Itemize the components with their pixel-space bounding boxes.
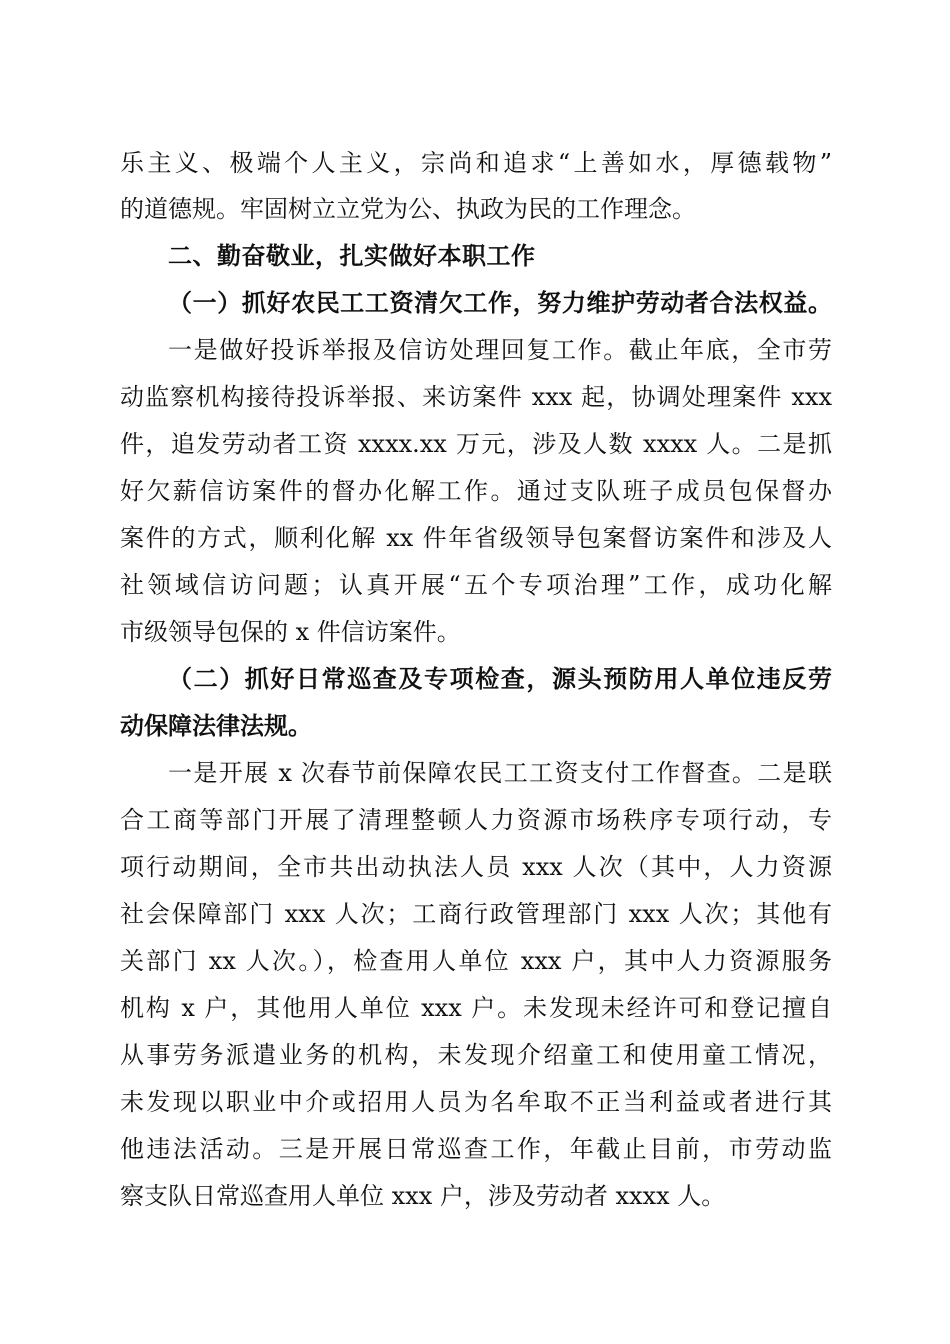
paragraph-line: 合工商等部门开展了清理整顿人力资源市场秩序专项行动，专 xyxy=(120,806,832,834)
paragraph-line: 案件的方式，顺利化解 xx 件年省级领导包案督访案件和涉及人 xyxy=(120,524,832,552)
paragraph-line: 未发现以职业中介或招用人员为名牟取不正当利益或者进行其 xyxy=(120,1088,832,1116)
paragraph-line: 从事劳务派遣业务的机构，未发现介绍童工和使用童工情况， xyxy=(120,1041,832,1069)
paragraph-line: 一是做好投诉举报及信访处理回复工作。截止年底，全市劳 xyxy=(168,336,832,364)
paragraph-line: 机构 x 户，其他用人单位 xxx 户。未发现未经许可和登记擅自 xyxy=(120,994,832,1022)
paragraph-line: 社领域信访问题；认真开展“五个专项治理”工作，成功化解 xyxy=(120,571,832,599)
paragraph-line: 的道德规。牢固树立立党为公、执政为民的工作理念。 xyxy=(120,195,696,223)
paragraph-line: 社会保障部门 xxx 人次；工商行政管理部门 xxx 人次；其他有 xyxy=(120,900,832,928)
paragraph-line: 动监察机构接待投诉举报、来访案件 xxx 起，协调处理案件 xxx xyxy=(120,383,832,411)
subsection-heading: 动保障法律法规。 xyxy=(120,711,312,740)
paragraph-line: 项行动期间，全市共出动执法人员 xxx 人次（其中，人力资源 xyxy=(120,853,832,881)
paragraph-line: 好欠薪信访案件的督办化解工作。通过支队班子成员包保督办 xyxy=(120,477,832,505)
subsection-heading: （二）抓好日常巡查及专项检查，源头预防用人单位违反劳 xyxy=(168,664,832,693)
section-heading: 二、勤奋敬业，扎实做好本职工作 xyxy=(168,242,536,270)
subsection-heading: （一）抓好农民工工资清欠工作，努力维护劳动者合法权益。 xyxy=(168,288,832,317)
paragraph-line: 件，追发劳动者工资 xxxx.xx 万元，涉及人数 xxxx 人。二是抓 xyxy=(120,430,832,458)
paragraph-line: 乐主义、极端个人主义，宗尚和追求“上善如水，厚德载物” xyxy=(120,149,832,177)
paragraph-line: 市级领导包保的 x 件信访案件。 xyxy=(120,618,461,646)
paragraph-line: 一是开展 x 次春节前保障农民工工资支付工作督查。二是联 xyxy=(168,759,832,787)
paragraph-line: 察支队日常巡查用人单位 xxx 户，涉及劳动者 xxxx 人。 xyxy=(120,1182,726,1210)
paragraph-line: 关部门 xx 人次。），检查用人单位 xxx 户，其中人力资源服务 xyxy=(120,947,832,975)
paragraph-line: 他违法活动。三是开展日常巡查工作，年截止目前，市劳动监 xyxy=(120,1135,832,1163)
